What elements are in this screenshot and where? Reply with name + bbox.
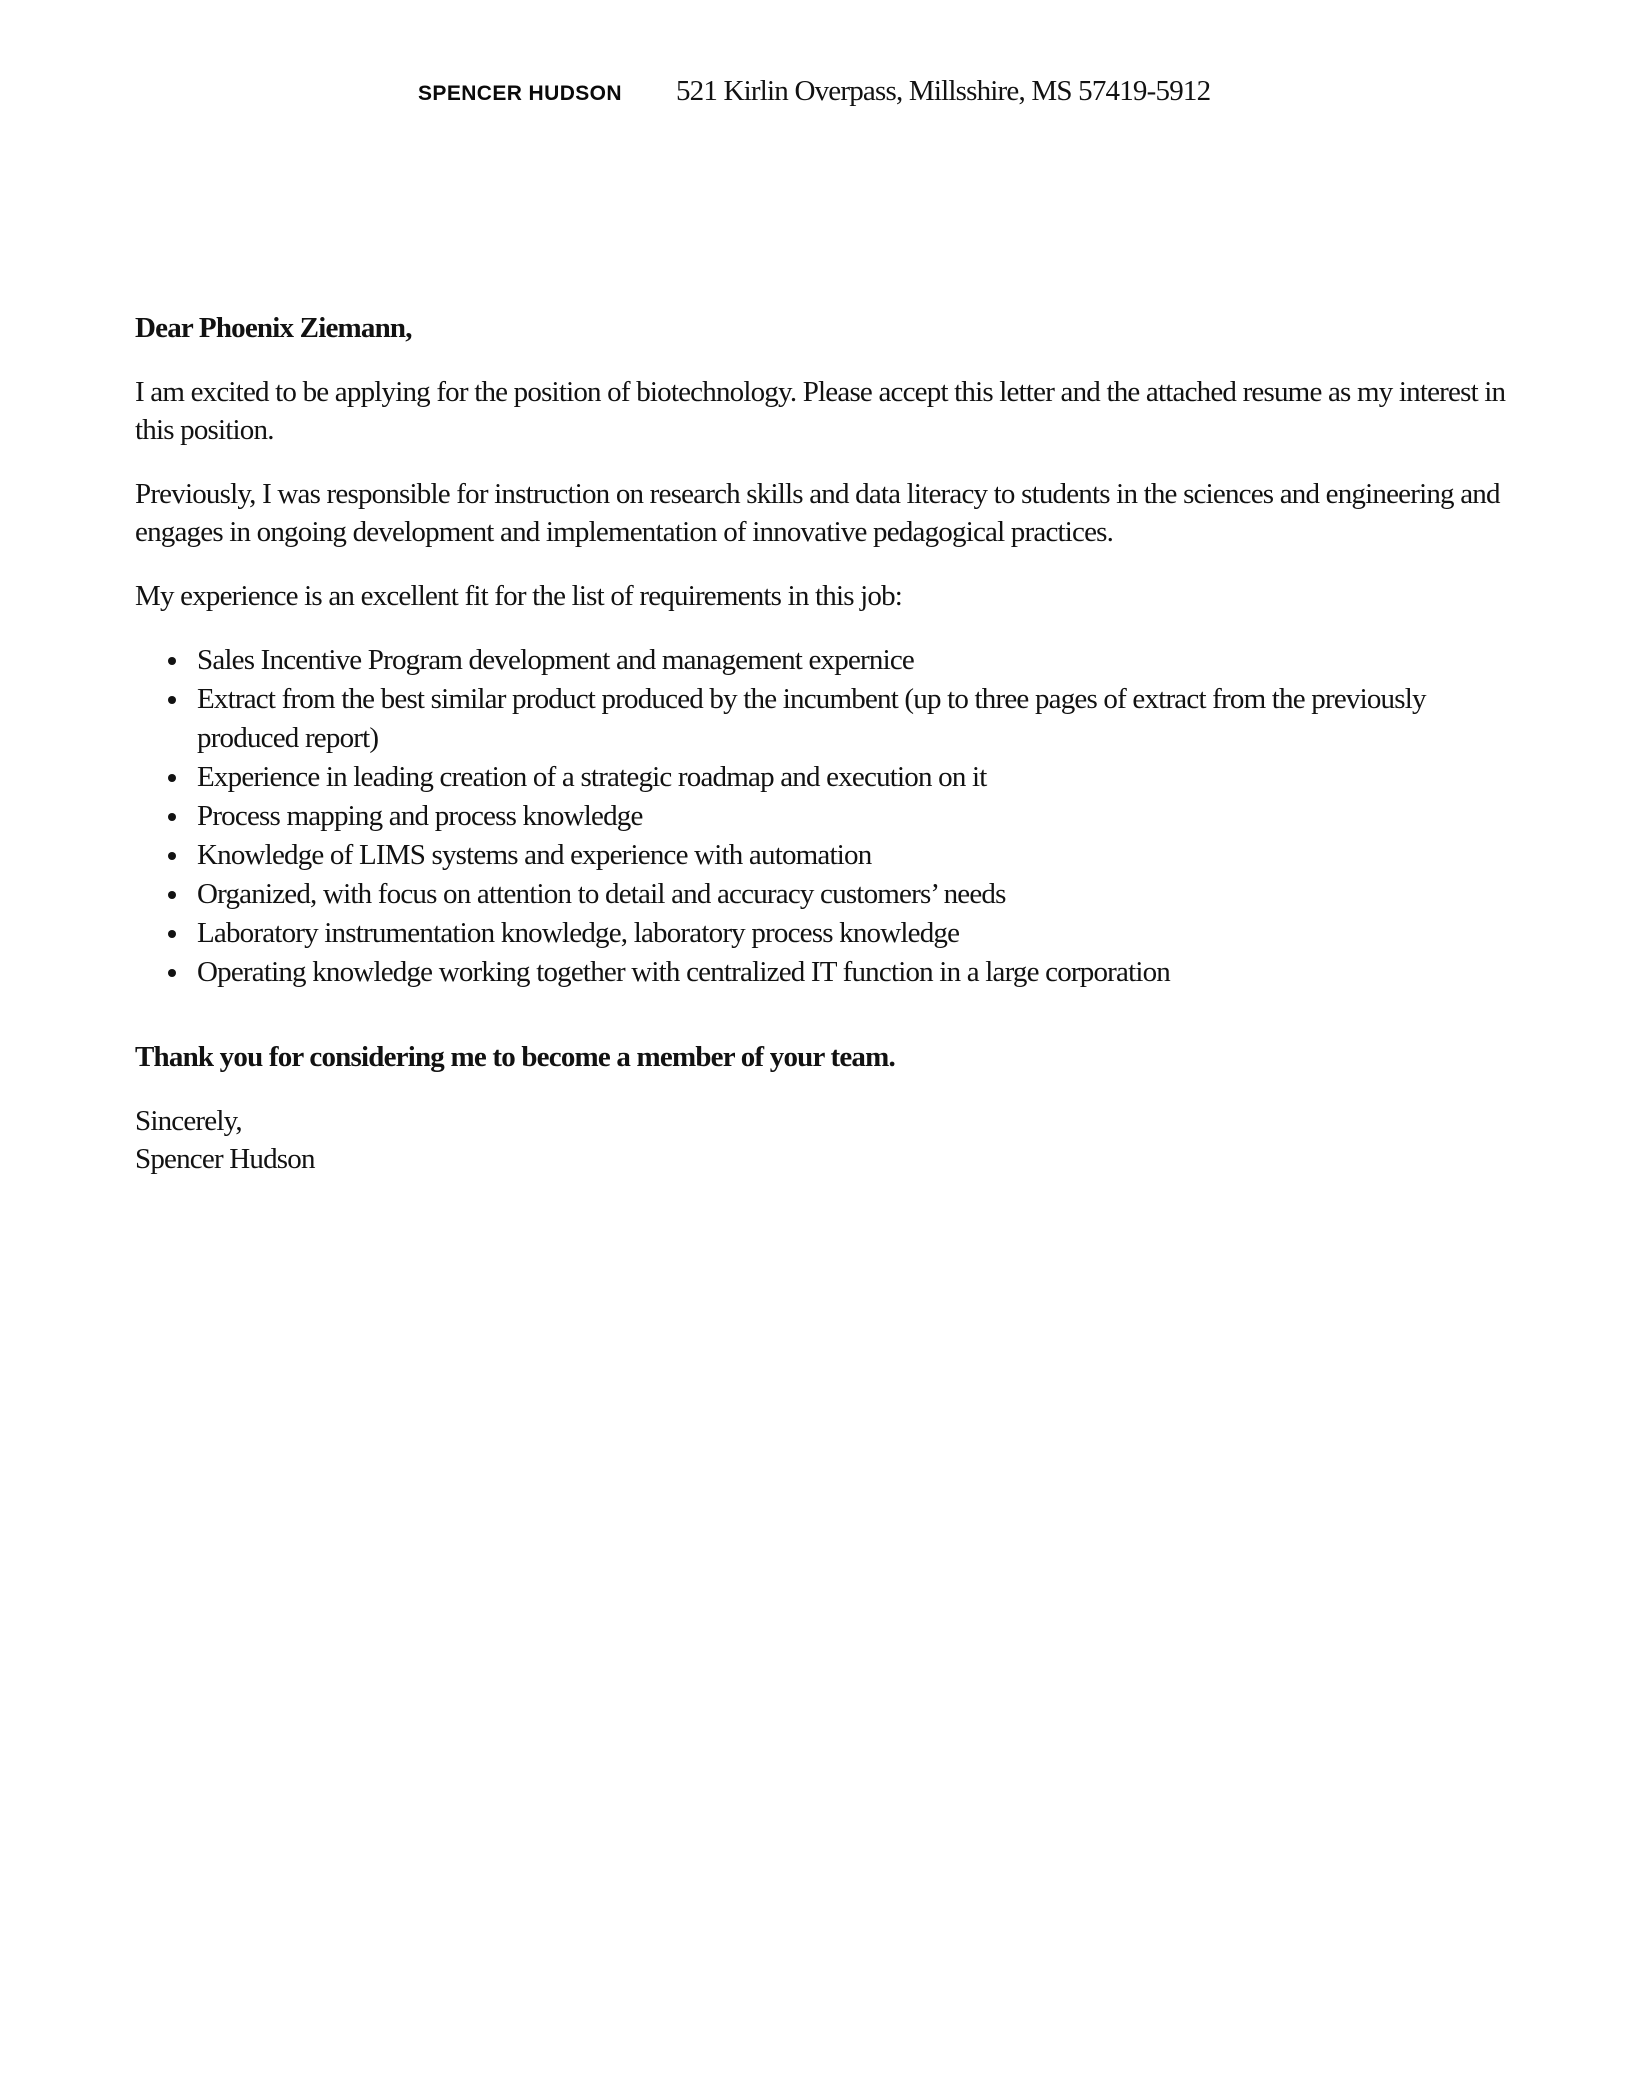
list-item: • Laboratory instrumentation knowledge, laboratory process knowledge xyxy=(191,914,1520,953)
letter-header xyxy=(135,72,1520,113)
list-item: • Sales Incentive Program development and management expernice xyxy=(191,641,1520,680)
paragraph-fit: My experience is an excellent fit for the list of requirements in this job: xyxy=(135,580,903,612)
list-item: • Process mapping and process knowledge xyxy=(191,797,1520,836)
list-item: • Knowledge of LIMS systems and experience with automation xyxy=(191,836,1520,875)
letter-body xyxy=(135,309,1520,1178)
signature: Spencer Hudson xyxy=(135,1143,315,1175)
signoff-block xyxy=(135,1102,1520,1178)
sender-address: 521 Kirlin Overpass, Millsshire, MS 57419-5912 xyxy=(675,75,1211,107)
paragraph-intro: I am excited to be applying for the position of biotechnology. Please accept this letter and the attached resume as my interest in this position. xyxy=(135,376,1506,446)
list-item: • Organized, with focus on attention to detail and accuracy customers’ needs xyxy=(191,875,1520,914)
closing-line: Thank you for considering me to become a member of your team. xyxy=(135,1041,895,1073)
sign-off: Sincerely, xyxy=(135,1105,242,1137)
sender-name: SPENCER HUDSON xyxy=(418,82,622,105)
list-item: • Experience in leading creation of a strategic roadmap and execution on it xyxy=(191,758,1520,797)
requirements-list xyxy=(135,641,1520,992)
list-item: • Operating knowledge working together with centralized IT function in a large corporation xyxy=(191,953,1520,992)
list-item: • Extract from the best similar product produced by the incumbent (up to three pages of extract from the previously produced report) xyxy=(191,680,1520,758)
greeting: Dear Phoenix Ziemann, xyxy=(135,312,412,344)
paragraph-experience: Previously, I was responsible for instruction on research skills and data literacy to students in the sciences and engineering and engages in ongoing development and implementation of innovative pedagogical practices. xyxy=(135,478,1500,548)
